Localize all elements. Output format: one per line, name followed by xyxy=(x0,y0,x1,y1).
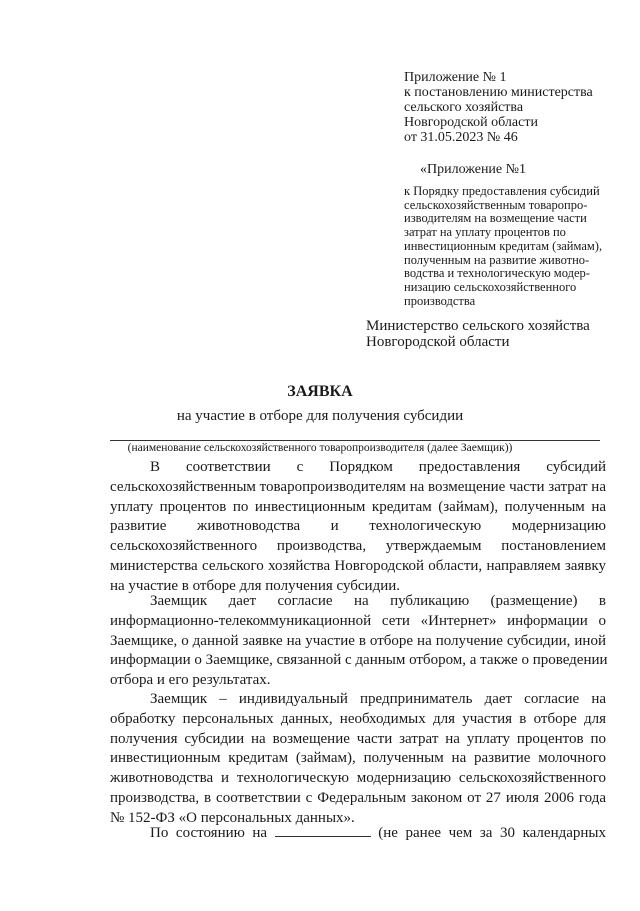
paragraph-line: производства, в соответствии с Федеральным законом от 27 июля 2006 года xyxy=(110,789,606,806)
as-of-label: По состоянию на xyxy=(150,825,268,841)
paragraph-line xyxy=(110,824,606,844)
paragraph-line: Заемщике, о данной заявке на участие в отборе на получение субсидии, иной xyxy=(110,632,606,649)
annex-2-description xyxy=(404,185,602,308)
paragraph-line: Заемщик – индивидуальный предприниматель дает согласие на xyxy=(150,691,606,707)
ministry-line: Новгородской области xyxy=(366,334,510,350)
paragraph-personal-data-consent xyxy=(110,690,606,829)
annex-1-header xyxy=(404,70,593,145)
annex-2-line: сельскохозяйственным товаропро- xyxy=(404,197,588,212)
annex-2-line: полученным на развитие животно- xyxy=(404,252,590,267)
paragraph-line: информации о Заемщике, связанной с данным отбором, а также о проведении xyxy=(110,652,608,669)
annex-1-line: сельского хозяйства xyxy=(404,100,524,115)
paragraph-line: получения субсидии на возмещение части затрат на уплату процентов по xyxy=(110,730,606,747)
as-of-date-blank[interactable] xyxy=(275,824,371,837)
paragraph-line: на участие в отборе для получения субсидии. xyxy=(110,577,401,594)
annex-1-line: Новгородской области xyxy=(404,115,538,130)
document-subtitle: на участие в отборе для получения субсидии xyxy=(176,408,464,424)
annex-2-line: изводителям на возмещение части xyxy=(404,211,587,226)
paragraph-application xyxy=(110,458,606,597)
paragraph-line: В соответствии с Порядком предоставления субсидий xyxy=(150,459,606,475)
borrower-name-field-line[interactable] xyxy=(110,440,600,441)
annex-2-line: низацию сельскохозяйственного xyxy=(404,279,577,294)
paragraph-line: информационно-телекоммуникационной сети «Интернет» информации о xyxy=(110,612,606,629)
paragraph-line: сельскохозяйственным товаропроизводителям на возмещение части затрат на xyxy=(110,478,606,495)
ministry-line: Министерство сельского хозяйства xyxy=(366,318,590,334)
paragraph-line: уплату процентов по инвестиционным кредитам (займам), полученным на xyxy=(110,498,606,515)
as-of-continuation: (не ранее чем за 30 календарных xyxy=(378,825,606,841)
paragraph-line: отбора и его результатах. xyxy=(110,672,271,689)
paragraph-line: № 152-ФЗ «О персональных данных». xyxy=(110,809,355,826)
paragraph-line: сельскохозяйственного производства, утверждаемым постановлением xyxy=(110,538,606,555)
annex-2-line: производства xyxy=(404,293,476,308)
paragraph-line: животноводства и технологическую модернизацию сельскохозяйственного xyxy=(110,770,606,787)
annex-1-line: к постановлению министерства xyxy=(404,85,593,100)
annex-2-title: «Приложение №1 xyxy=(420,162,526,177)
paragraph-as-of-date xyxy=(110,824,606,844)
addressee-ministry xyxy=(366,318,590,350)
annex-2-line: к Порядку предоставления субсидий xyxy=(404,184,600,198)
paragraph-line: инвестиционным кредитам (займам), полученным на развитие молочного xyxy=(110,750,606,767)
paragraph-line: Заемщик дает согласие на публикацию (размещение) в xyxy=(150,593,606,609)
paragraph-line: развитие животноводства и технологическую модернизацию xyxy=(110,518,606,535)
annex-2-line: водства и технологическую модер- xyxy=(404,266,590,281)
document-title: ЗАЯВКА xyxy=(287,383,353,400)
annex-2-line: затрат на уплату процентов по xyxy=(404,225,566,240)
paragraph-publication-consent xyxy=(110,592,606,691)
paragraph-line: обработку персональных данных, необходимых для участия в отборе для xyxy=(110,710,606,727)
annex-1-line: Приложение № 1 xyxy=(404,70,507,85)
paragraph-line: министерства сельского хозяйства Новгородской области, направляем заявку xyxy=(110,557,606,574)
borrower-name-caption: (наименование сельскохозяйственного товаропроизводителя (далее Заемщик)) xyxy=(127,442,513,454)
annex-1-date-line: от 31.05.2023 № 46 xyxy=(404,130,518,145)
annex-2-line: инвестиционным кредитам (займам), xyxy=(404,238,603,253)
